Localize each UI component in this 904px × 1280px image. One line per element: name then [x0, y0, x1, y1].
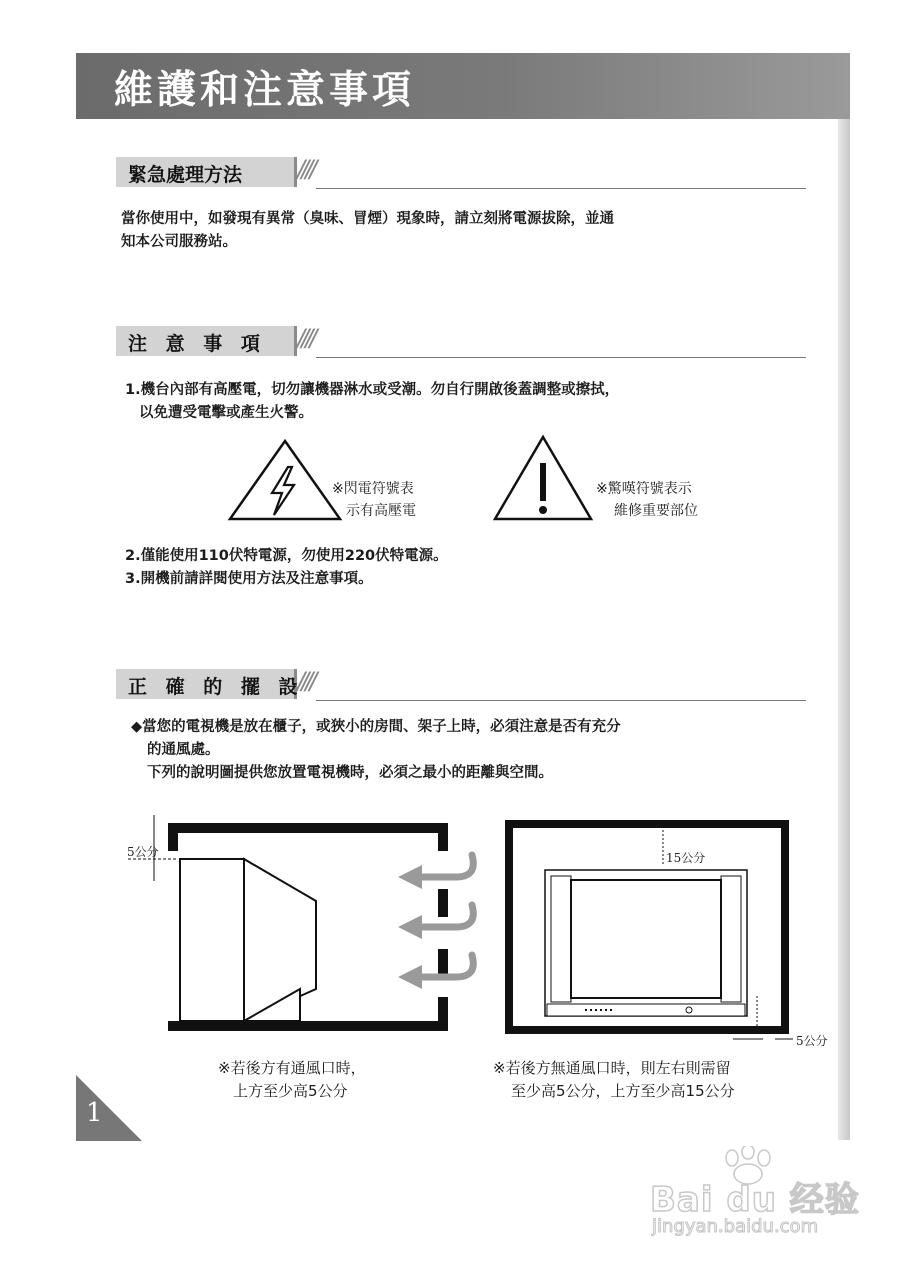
section-rule	[316, 188, 806, 189]
section-heading-placement: 正 確 的 擺 設	[128, 676, 304, 698]
exclamation-warning-icon	[491, 433, 595, 523]
caution-item-3: 3.開機前請詳閱使用方法及注意事項。	[125, 571, 373, 587]
placement-intro: ◆當您的電視機是放在櫃子，或狹小的房間、架子上時，必須注意是否有充分 的通風處。 下列的說明圖提供您放置電視機時，必須之最小的距離與空間。	[131, 719, 621, 781]
section-label	[116, 669, 304, 699]
section-rule	[316, 700, 806, 701]
section-rule	[316, 357, 806, 358]
section-heading-emergency: 緊急處理方法	[128, 164, 243, 186]
caution-items-2-3	[125, 545, 448, 591]
watermark-url: jingyan.baidu.com	[652, 1216, 819, 1237]
title-bar	[76, 53, 850, 119]
slash-decoration: ////	[297, 324, 314, 352]
section-label	[116, 326, 297, 356]
top-clearance-label: 15公分	[666, 851, 706, 865]
side-clearance-label: 5公分	[796, 1034, 828, 1048]
page-number: 1	[86, 1098, 103, 1128]
exclamation-note: ※驚嘆符號表示 維修重要部位	[596, 481, 698, 519]
cabinet-with-vent-diagram	[120, 815, 500, 1040]
slash-decoration: ////	[297, 667, 314, 695]
right-diagram-caption: ※若後方無通風口時，則左右則需留 至少高5公分，上方至少高15公分	[493, 1059, 735, 1100]
section-label	[116, 157, 297, 187]
page-edge-shadow	[838, 55, 850, 1140]
section-header-placement	[116, 669, 806, 703]
page-title: 維護和注意事項	[114, 68, 416, 113]
section-header-cautions	[116, 326, 806, 360]
left-clearance-label: 5公分	[127, 845, 159, 859]
slash-decoration: ////	[297, 155, 314, 183]
watermark-brand: Bai du 经验	[650, 1180, 860, 1220]
section-header-emergency	[116, 157, 806, 191]
section-heading-cautions: 注 意 事 項	[128, 333, 266, 355]
caution-item-2: 2.僅能使用110伏特電源，勿使用220伏特電源。	[125, 548, 448, 564]
emergency-body: 當你使用中，如發現有異常（臭味、冒煙）現象時，請立刻將電源拔除，並通 知本公司服務站。	[121, 211, 614, 250]
lightning-note: ※閃電符號表 示有高壓電	[332, 481, 416, 519]
caution-item-1: 1.機台內部有高壓電，切勿讓機器淋水或受潮。勿自行開啟後蓋調整或擦拭， 以免遭受電擊或產生火警。	[125, 382, 620, 421]
high-voltage-warning-icon	[226, 437, 344, 522]
left-diagram-caption: ※若後方有通風口時， 上方至少高5公分	[218, 1059, 366, 1100]
